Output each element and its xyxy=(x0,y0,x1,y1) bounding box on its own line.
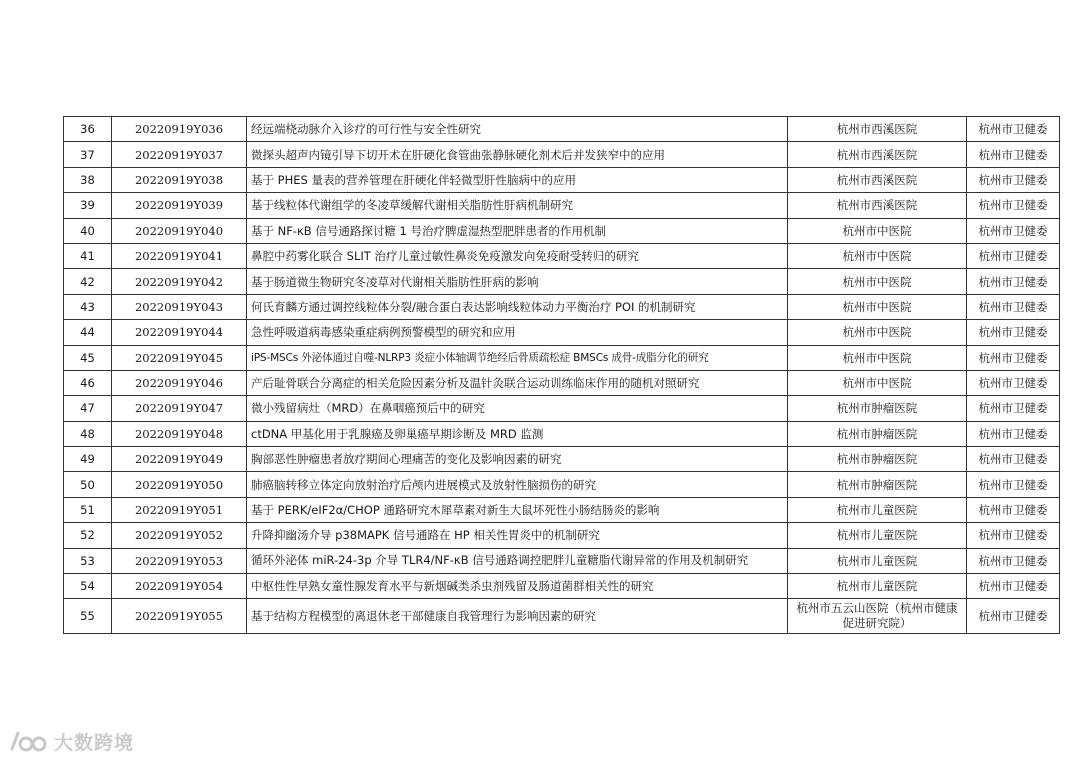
project-code: 20220919Y039 xyxy=(112,193,247,218)
table-row xyxy=(64,269,1060,294)
host-unit: 杭州市西溪医院 xyxy=(788,117,967,142)
project-title: 基于结构方程模型的离退休老干部健康自我管理行为影响因素的研究 xyxy=(247,599,788,634)
table-row xyxy=(64,421,1060,446)
supervising-dept: 杭州市卫健委 xyxy=(967,599,1060,634)
host-unit: 杭州市儿童医院 xyxy=(788,523,967,548)
host-unit: 杭州市中医院 xyxy=(788,370,967,395)
project-title: ctDNA 甲基化用于乳腺癌及卵巢癌早期诊断及 MRD 监测 xyxy=(247,421,788,446)
table-row xyxy=(64,294,1060,319)
project-title: 急性呼吸道病毒感染重症病例预警模型的研究和应用 xyxy=(247,320,788,345)
host-unit: 杭州市西溪医院 xyxy=(788,142,967,167)
project-title: 基于 PHES 量表的营养管理在肝硬化伴轻微型肝性脑病中的应用 xyxy=(247,167,788,192)
project-title: 基于线粒体代谢组学的冬凌草缓解代谢相关脂肪性肝病机制研究 xyxy=(247,193,788,218)
supervising-dept: 杭州市卫健委 xyxy=(967,447,1060,472)
host-unit: 杭州市肿瘤医院 xyxy=(788,472,967,497)
row-number: 49 xyxy=(64,447,112,472)
supervising-dept: 杭州市卫健委 xyxy=(967,548,1060,573)
supervising-dept: 杭州市卫健委 xyxy=(967,142,1060,167)
host-unit: 杭州市肿瘤医院 xyxy=(788,396,967,421)
project-title: 微探头超声内镜引导下切开术在肝硬化食管曲张静脉硬化剂术后并发狭窄中的应用 xyxy=(247,142,788,167)
row-number: 41 xyxy=(64,243,112,268)
project-title: 产后耻骨联合分离症的相关危险因素分析及温针灸联合运动训练临床作用的随机对照研究 xyxy=(247,370,788,395)
row-number: 47 xyxy=(64,396,112,421)
host-unit: 杭州市儿童医院 xyxy=(788,497,967,522)
project-code: 20220919Y038 xyxy=(112,167,247,192)
host-unit: 杭州市中医院 xyxy=(788,294,967,319)
project-code: 20220919Y042 xyxy=(112,269,247,294)
supervising-dept: 杭州市卫健委 xyxy=(967,243,1060,268)
supervising-dept: 杭州市卫健委 xyxy=(967,320,1060,345)
supervising-dept: 杭州市卫健委 xyxy=(967,421,1060,446)
row-number: 53 xyxy=(64,548,112,573)
project-code: 20220919Y040 xyxy=(112,218,247,243)
host-unit: 杭州市中医院 xyxy=(788,218,967,243)
row-number: 52 xyxy=(64,523,112,548)
project-code: 20220919Y041 xyxy=(112,243,247,268)
table-row xyxy=(64,599,1060,634)
table-row xyxy=(64,193,1060,218)
supervising-dept: 杭州市卫健委 xyxy=(967,523,1060,548)
table-row xyxy=(64,167,1060,192)
supervising-dept: 杭州市卫健委 xyxy=(967,193,1060,218)
table-row xyxy=(64,320,1060,345)
project-title: 鼻腔中药雾化联合 SLIT 治疗儿童过敏性鼻炎免疫激发向免疫耐受转归的研究 xyxy=(247,243,788,268)
project-title: 基于 PERK/eIF2α/CHOP 通路研究木犀草素对新生大鼠坏死性小肠结肠炎的影响 xyxy=(247,497,788,522)
project-title: 经远端桡动脉介入诊疗的可行性与安全性研究 xyxy=(247,117,788,142)
project-code: 20220919Y043 xyxy=(112,294,247,319)
row-number: 39 xyxy=(64,193,112,218)
project-title: 何氏育麟方通过调控线粒体分裂/融合蛋白表达影响线粒体动力平衡治疗 POI 的机制研究 xyxy=(247,294,788,319)
table-row xyxy=(64,548,1060,573)
host-unit: 杭州市中医院 xyxy=(788,269,967,294)
host-unit: 杭州市五云山医院（杭州市健康促进研究院） xyxy=(788,599,967,634)
row-number: 44 xyxy=(64,320,112,345)
table-row xyxy=(64,472,1060,497)
table-row xyxy=(64,574,1060,599)
row-number: 51 xyxy=(64,497,112,522)
project-code: 20220919Y054 xyxy=(112,574,247,599)
project-title: 中枢性性早熟女童性腺发育水平与新烟碱类杀虫剂残留及肠道菌群相关性的研究 xyxy=(247,574,788,599)
table-row xyxy=(64,370,1060,395)
project-title: 微小残留病灶（MRD）在鼻咽癌预后中的研究 xyxy=(247,396,788,421)
table-row xyxy=(64,243,1060,268)
project-code: 20220919Y051 xyxy=(112,497,247,522)
table-row xyxy=(64,345,1060,370)
host-unit: 杭州市肿瘤医院 xyxy=(788,447,967,472)
row-number: 45 xyxy=(64,345,112,370)
project-code: 20220919Y050 xyxy=(112,472,247,497)
logo-icon xyxy=(8,729,48,755)
row-number: 38 xyxy=(64,167,112,192)
project-code: 20220919Y053 xyxy=(112,548,247,573)
table-row xyxy=(64,497,1060,522)
supervising-dept: 杭州市卫健委 xyxy=(967,370,1060,395)
project-code: 20220919Y047 xyxy=(112,396,247,421)
host-unit: 杭州市肿瘤医院 xyxy=(788,421,967,446)
row-number: 48 xyxy=(64,421,112,446)
row-number: 54 xyxy=(64,574,112,599)
table-row xyxy=(64,117,1060,142)
project-code: 20220919Y045 xyxy=(112,345,247,370)
project-title: iPS-MSCs 外泌体通过自噬-NLRP3 炎症小体轴调节绝经后骨质疏松症 BMSCs 成骨-成脂分化的研究 xyxy=(247,345,788,370)
project-code: 20220919Y048 xyxy=(112,421,247,446)
row-number: 55 xyxy=(64,599,112,634)
supervising-dept: 杭州市卫健委 xyxy=(967,218,1060,243)
row-number: 40 xyxy=(64,218,112,243)
table-row xyxy=(64,218,1060,243)
project-title: 胸部恶性肿瘤患者放疗期间心理痛苦的变化及影响因素的研究 xyxy=(247,447,788,472)
project-title: 肺癌脑转移立体定向放射治疗后颅内进展模式及放射性脑损伤的研究 xyxy=(247,472,788,497)
row-number: 46 xyxy=(64,370,112,395)
project-code: 20220919Y055 xyxy=(112,599,247,634)
row-number: 43 xyxy=(64,294,112,319)
table-row xyxy=(64,142,1060,167)
table-row xyxy=(64,396,1060,421)
table-row xyxy=(64,447,1060,472)
supervising-dept: 杭州市卫健委 xyxy=(967,574,1060,599)
row-number: 36 xyxy=(64,117,112,142)
project-code: 20220919Y037 xyxy=(112,142,247,167)
project-code: 20220919Y049 xyxy=(112,447,247,472)
host-unit: 杭州市中医院 xyxy=(788,243,967,268)
project-title: 基于 NF-κB 信号通路探讨糖 1 号治疗脾虚湿热型肥胖患者的作用机制 xyxy=(247,218,788,243)
host-unit: 杭州市西溪医院 xyxy=(788,193,967,218)
project-code: 20220919Y036 xyxy=(112,117,247,142)
supervising-dept: 杭州市卫健委 xyxy=(967,294,1060,319)
host-unit: 杭州市中医院 xyxy=(788,320,967,345)
row-number: 37 xyxy=(64,142,112,167)
project-code: 20220919Y046 xyxy=(112,370,247,395)
project-title: 基于肠道微生物研究冬凌草对代谢相关脂肪性肝病的影响 xyxy=(247,269,788,294)
host-unit: 杭州市儿童医院 xyxy=(788,548,967,573)
project-title: 循环外泌体 miR-24-3p 介导 TLR4/NF-κB 信号通路调控肥胖儿童糖脂代谢异常的作用及机制研究 xyxy=(247,548,788,573)
watermark xyxy=(8,728,134,755)
supervising-dept: 杭州市卫健委 xyxy=(967,497,1060,522)
row-number: 42 xyxy=(64,269,112,294)
supervising-dept: 杭州市卫健委 xyxy=(967,472,1060,497)
supervising-dept: 杭州市卫健委 xyxy=(967,396,1060,421)
supervising-dept: 杭州市卫健委 xyxy=(967,117,1060,142)
project-code: 20220919Y052 xyxy=(112,523,247,548)
host-unit: 杭州市西溪医院 xyxy=(788,167,967,192)
table-row xyxy=(64,523,1060,548)
row-number: 50 xyxy=(64,472,112,497)
supervising-dept: 杭州市卫健委 xyxy=(967,167,1060,192)
project-code: 20220919Y044 xyxy=(112,320,247,345)
supervising-dept: 杭州市卫健委 xyxy=(967,269,1060,294)
project-table xyxy=(63,116,1060,634)
watermark-text: 大数跨境 xyxy=(54,732,135,754)
project-title: 升降抑幽汤介导 p38MAPK 信号通路在 HP 相关性胃炎中的机制研究 xyxy=(247,523,788,548)
host-unit: 杭州市中医院 xyxy=(788,345,967,370)
host-unit: 杭州市儿童医院 xyxy=(788,574,967,599)
supervising-dept: 杭州市卫健委 xyxy=(967,345,1060,370)
